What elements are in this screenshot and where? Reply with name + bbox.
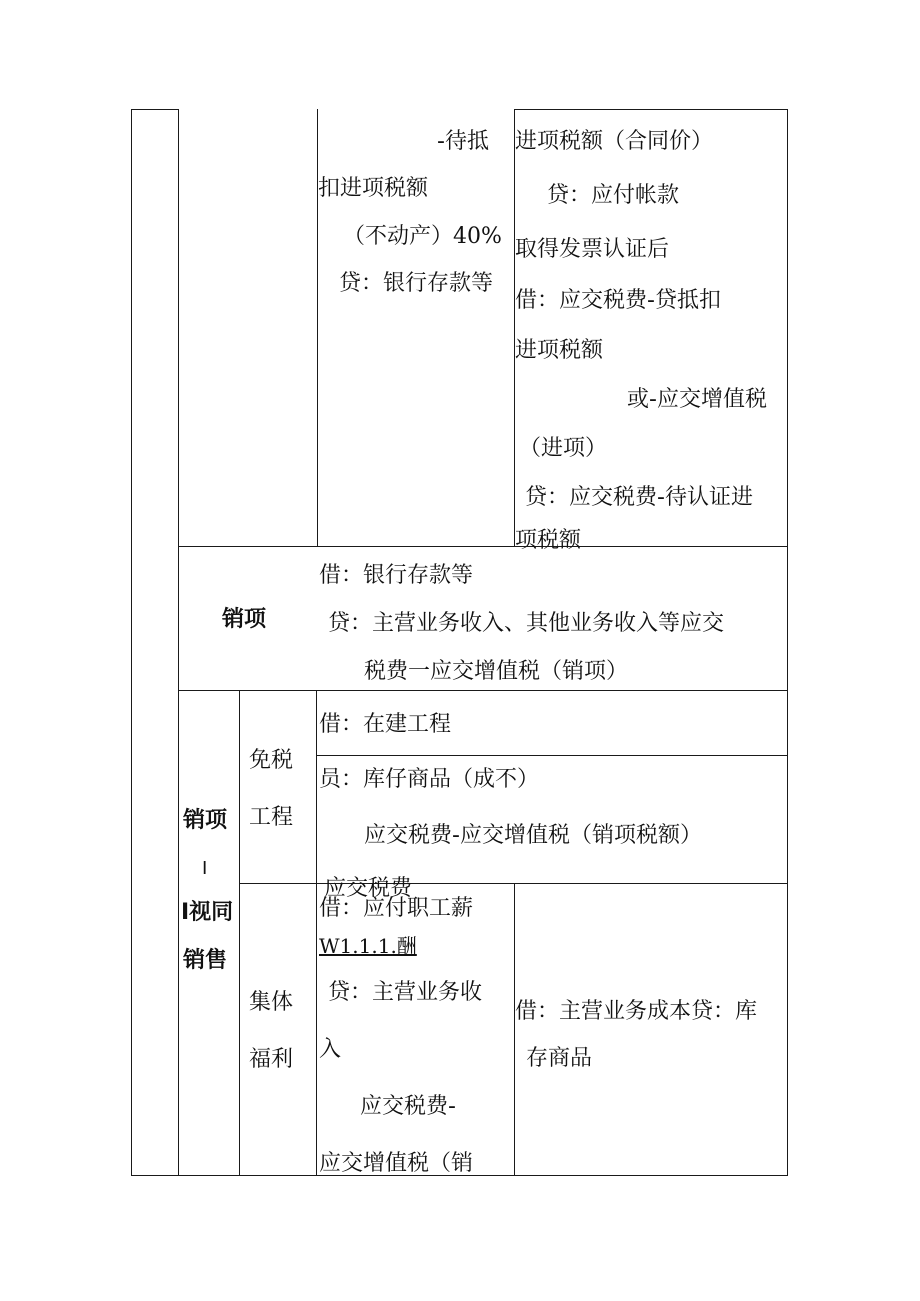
sub2-label-line2: 福利 [249, 1047, 294, 1072]
deemed-sales-label-line4: 销售 [183, 948, 228, 973]
sub1-label-line1: 免税 [249, 748, 294, 773]
sub1-label-line2: 工程 [249, 805, 294, 830]
input-tax-col4-line3: 取得发票认证后 [515, 237, 670, 262]
sub1-line-a: 借：在建工程 [319, 712, 452, 737]
sub2-col3-line3: 贷：主营业务收 [328, 980, 483, 1005]
sub1-line-b1: 员：库仔商品（成不） [319, 767, 540, 792]
sub1-lines-b-cell [317, 756, 787, 901]
sub2-col3-line4: 入 [319, 1037, 342, 1062]
output-tax-line3: 税费一应交增值税（销项） [364, 659, 629, 684]
input-tax-col3-line1: -待抵 [437, 129, 489, 154]
col-divider-1 [178, 109, 179, 1176]
sub2-col3-line6: 应交增值税（销 [319, 1151, 474, 1176]
deemed-sales-label-line2: I [202, 858, 208, 879]
sub2-label-line1: 集体 [249, 990, 294, 1015]
input-tax-col4-line2: 贷：应付帐款 [547, 183, 680, 208]
sub2-col3-line2: W1.1.1.酬 [319, 934, 417, 958]
input-tax-col4-line5: 进项税额 [515, 338, 604, 363]
input-tax-col3-line2: 扣进项税额 [318, 176, 429, 201]
output-tax-line1: 借：银行存款等 [319, 563, 474, 588]
input-tax-col3-line3: （不动产）40% [343, 224, 502, 249]
table-border-left [131, 109, 132, 1176]
input-tax-col4-line1: 进项税额（合同价） [515, 129, 714, 154]
col-divider-sub [239, 690, 240, 1176]
input-tax-col3-line4: 贷：银行存款等 [339, 271, 494, 296]
input-tax-col4-line4: 借：应交税费-贷抵扣 [515, 288, 721, 313]
sub2-col4-line2: 存商品 [526, 1046, 593, 1071]
input-tax-col4-line6: 或-应交增值税 [627, 387, 767, 412]
table-border-right [787, 109, 788, 1176]
sub2-col3-cell [317, 884, 514, 1175]
input-tax-col3-cell [317, 110, 514, 546]
output-tax-line2: 贷：主营业务收入、其他业务收入等应交 [328, 611, 725, 636]
input-tax-col4-cell [515, 110, 787, 553]
sub2-col3-line5: 应交税费- [360, 1094, 456, 1119]
input-tax-col4-line9: 项税额 [515, 528, 582, 553]
sub1-line-b2: 应交税费-应交增值税（销项税额） [364, 823, 702, 848]
sub1-line-b3: 应交税费 [324, 876, 413, 901]
row-divider-2 [178, 690, 788, 691]
col-divider-3b [514, 883, 515, 1176]
deemed-sales-label-line3: I视同 [181, 900, 234, 925]
input-tax-col4-line8: 贷：应交税费-待认证进 [525, 485, 753, 510]
sub2-col4-line1: 借：主营业务成本贷：库 [515, 999, 758, 1024]
row-divider-1 [178, 546, 788, 547]
input-tax-col4-line7: （进项） [519, 436, 608, 461]
output-tax-label: 销项 [222, 607, 267, 632]
table-border-top-left [131, 109, 179, 110]
sub2-col3-line1: 借：应付职工薪 [319, 896, 474, 921]
deemed-sales-label-line1: 销项 [183, 808, 228, 833]
